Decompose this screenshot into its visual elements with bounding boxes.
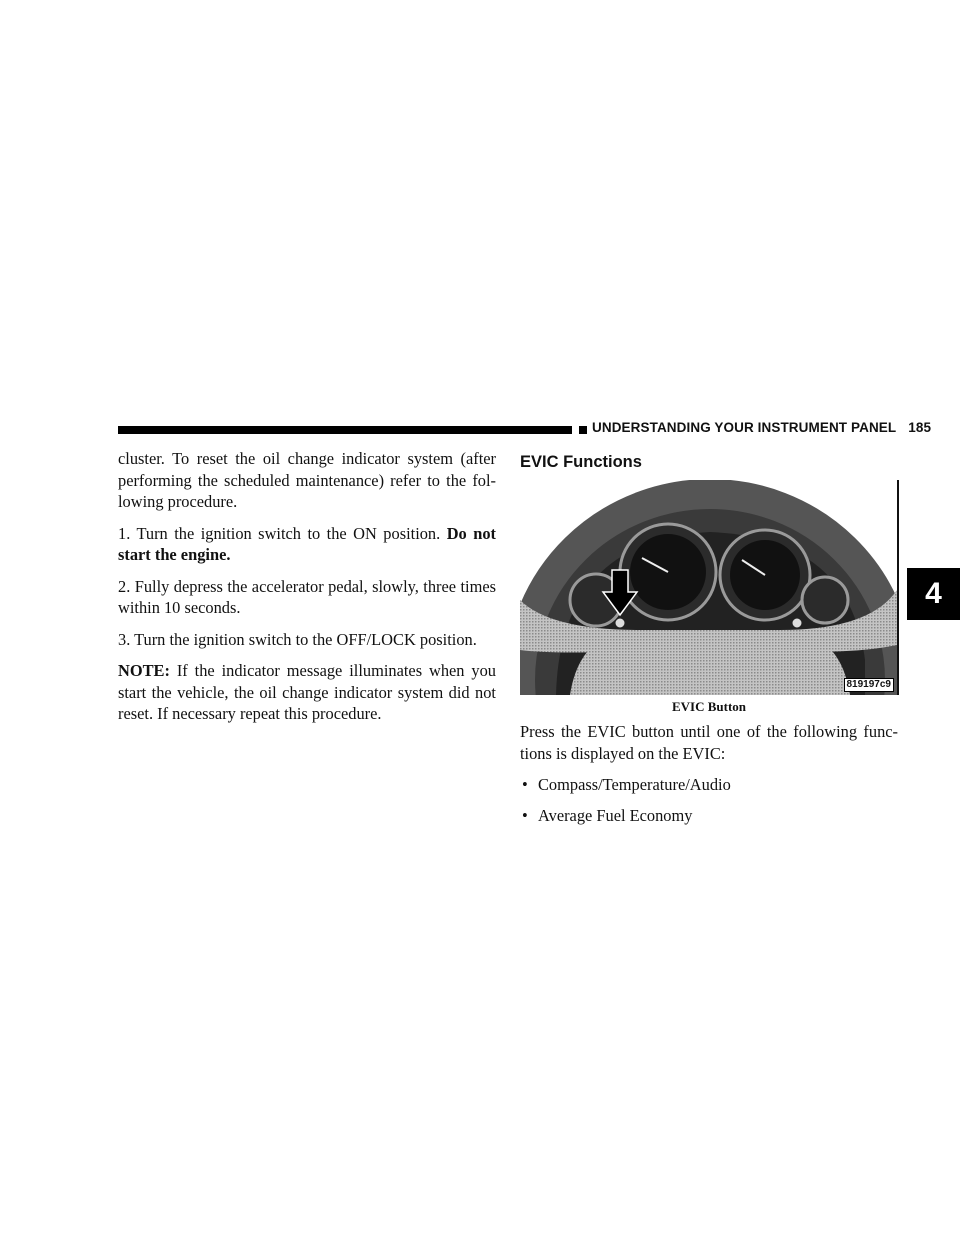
bullet-marker: • [522,805,528,825]
list-item-text: Compass/Temperature/Audio [538,775,731,794]
list-item-text: Average Fuel Economy [538,805,693,825]
intro-paragraph: cluster. To reset the oil change indicator system (after performing the scheduled maintenance) refer to the fol- lowing procedure. [118,449,496,511]
note-label: NOTE: [118,661,170,680]
evic-figure [520,480,899,695]
header-square [579,426,587,434]
step-2: 2. Fully depress the accelerator pedal, slowly, three times within 10 seconds. [118,576,496,617]
list-item [520,805,898,827]
chapter-tab: 4 [907,568,960,620]
header-rule [118,426,572,434]
step-3: 3. Turn the ignition switch to the OFF/LOCK position. [118,629,477,649]
left-column [118,448,496,725]
section-heading: EVIC Functions [520,453,642,471]
evic-function-list [520,774,898,826]
header-title: UNDERSTANDING YOUR INSTRUMENT PANEL [592,420,897,435]
bullet-marker: • [522,775,528,794]
list-item [520,774,898,796]
step-1-text: 1. Turn the ignition switch to the ON position. [118,523,441,543]
running-header [592,420,931,435]
right-column [520,448,898,835]
step-1-warning: Do not start the engine. [118,523,496,564]
press-paragraph: Press the EVIC button until one of the following func- tions is displayed on the EVIC: [520,722,898,763]
figure-code: 819197c9 [844,678,895,692]
note-paragraph [118,660,496,725]
figure-caption: EVIC Button [671,699,747,714]
steering-wheel-illustration [520,480,897,695]
page-number: 185 [908,420,932,435]
step-1 [118,523,496,566]
note-text: If the indicator message illuminates when you start the vehicle, the oil change indicator system did not reset. If necessary repeat this procedure. [118,661,496,723]
